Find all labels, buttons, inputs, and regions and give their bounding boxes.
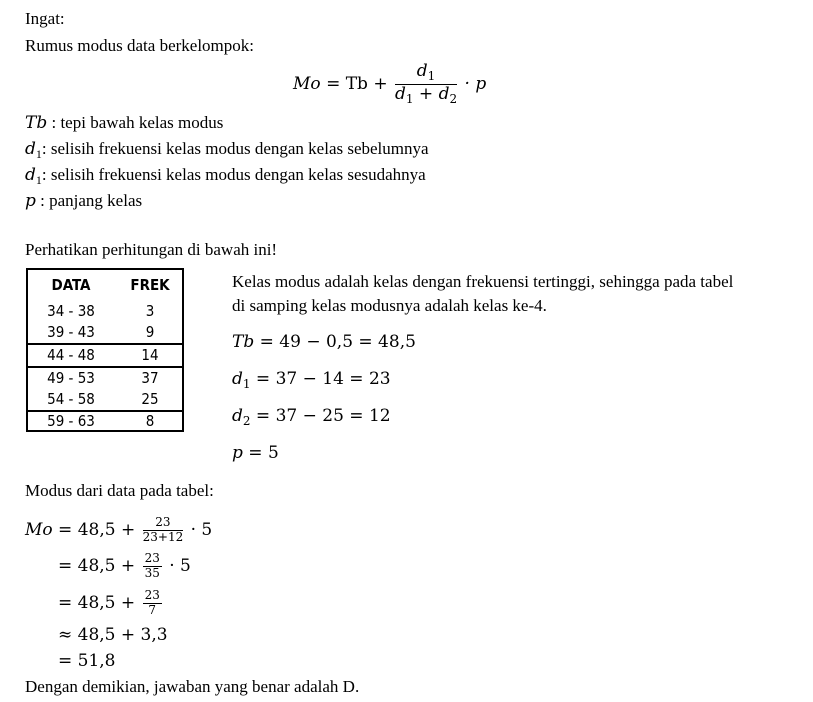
table-row <box>28 410 182 432</box>
calc-tb: Tb = 49 − 0,5 = 48,5 <box>232 332 416 352</box>
legend-symbol: d <box>25 165 36 185</box>
cell-frek: 9 <box>145 323 155 341</box>
formula-denominator: $d_1 + d_2$ <box>395 84 458 106</box>
frac-den: 23+12 <box>142 530 184 544</box>
calc-fraction-3 <box>143 589 162 618</box>
cell-frek: 25 <box>141 390 159 408</box>
header-data: DATA <box>51 276 91 294</box>
formula-fraction <box>395 62 457 107</box>
cell-frek: 37 <box>141 369 159 387</box>
calc-p: p = 5 <box>232 443 279 463</box>
table-row-modus <box>28 367 182 389</box>
explanation-line1: Kelas modus adalah kelas dengan frekuensi tertinggi, sehingga pada tabel <box>232 272 734 291</box>
modus-title: Modus dari data pada tabel: <box>25 481 214 500</box>
frac-den: 35 <box>144 566 160 580</box>
legend-text: : selisih frekuensi kelas modus dengan kelas sesudahnya <box>41 165 426 184</box>
calc-pre: = 48,5 + <box>58 593 136 613</box>
calc-d1: $d_1 = 37 - 14 = 23$ <box>232 369 391 391</box>
formula-tail: · p <box>464 74 487 94</box>
table-header <box>28 274 182 296</box>
cell-data: 49 - 53 <box>47 369 95 387</box>
calc-line-5: = 51,8 <box>58 651 116 671</box>
calc-line-3 <box>58 585 164 621</box>
calc-d2: $d_2 = 37 - 25 = 12$ <box>232 406 391 428</box>
frac-num: 23 <box>143 516 184 531</box>
table-row <box>28 388 182 410</box>
rumus-title: Rumus modus data berkelompok: <box>25 36 255 55</box>
calc-line-2 <box>58 548 191 584</box>
legend-text: : panjang kelas <box>35 191 143 210</box>
legend-d1-before <box>25 138 429 165</box>
calc-line-4: ≈ 48,5 + 3,3 <box>58 625 168 645</box>
frac-num: 23 <box>144 551 160 566</box>
table-row <box>28 321 182 343</box>
calc-fraction-1 <box>143 516 184 545</box>
frac-num: 23 <box>144 588 160 603</box>
legend-subscript: 1 <box>35 173 42 187</box>
ingat-heading: Ingat: <box>25 9 65 28</box>
legend-symbol: Tb <box>25 113 48 133</box>
cell-data: 54 - 58 <box>47 390 95 408</box>
legend-p <box>25 190 142 212</box>
legend-text: : tepi bawah kelas modus <box>47 113 224 132</box>
legend-text: : selisih frekuensi kelas modus dengan kelas sebelumnya <box>41 139 429 158</box>
legend-subscript: 1 <box>35 147 42 161</box>
explanation-line2: di samping kelas modusnya adalah kelas ke-4. <box>232 296 547 315</box>
conclusion-text: Dengan demikian, jawaban yang benar adalah D. <box>25 677 360 696</box>
table-row <box>28 344 182 366</box>
formula-numerator: $d_1$ <box>395 62 457 85</box>
calc-pre: = 48,5 + <box>58 556 136 576</box>
legend-symbol: p <box>25 191 36 211</box>
cell-data: 59 - 63 <box>47 412 95 430</box>
legend-tb <box>25 112 223 134</box>
cell-frek: 14 <box>141 346 159 364</box>
calc-fraction-2 <box>143 552 162 581</box>
legend-symbol: d <box>25 139 36 159</box>
legend-d1-after <box>25 164 426 191</box>
calc-post: · 5 <box>190 520 213 540</box>
cell-data: 39 - 43 <box>47 323 95 341</box>
table-row <box>28 300 182 322</box>
formula-lhs: Mo <box>293 74 321 94</box>
perhatikan-text: Perhatikan perhitungan di bawah ini! <box>25 240 278 259</box>
cell-frek: 3 <box>145 302 155 320</box>
formula-eq: = Tb + <box>326 74 388 94</box>
cell-data: 34 - 38 <box>47 302 95 320</box>
calc-post: · 5 <box>169 556 191 576</box>
frequency-table <box>26 268 184 432</box>
cell-frek: 8 <box>145 412 155 430</box>
modus-formula <box>293 60 486 108</box>
header-frek: FREK <box>130 276 170 294</box>
frac-den: 7 <box>148 603 157 617</box>
calc-line-1: Mo = 48,5 + $\frac{23}{23+12}$ · 5 <box>25 515 213 544</box>
cell-data: 44 - 48 <box>47 346 95 364</box>
